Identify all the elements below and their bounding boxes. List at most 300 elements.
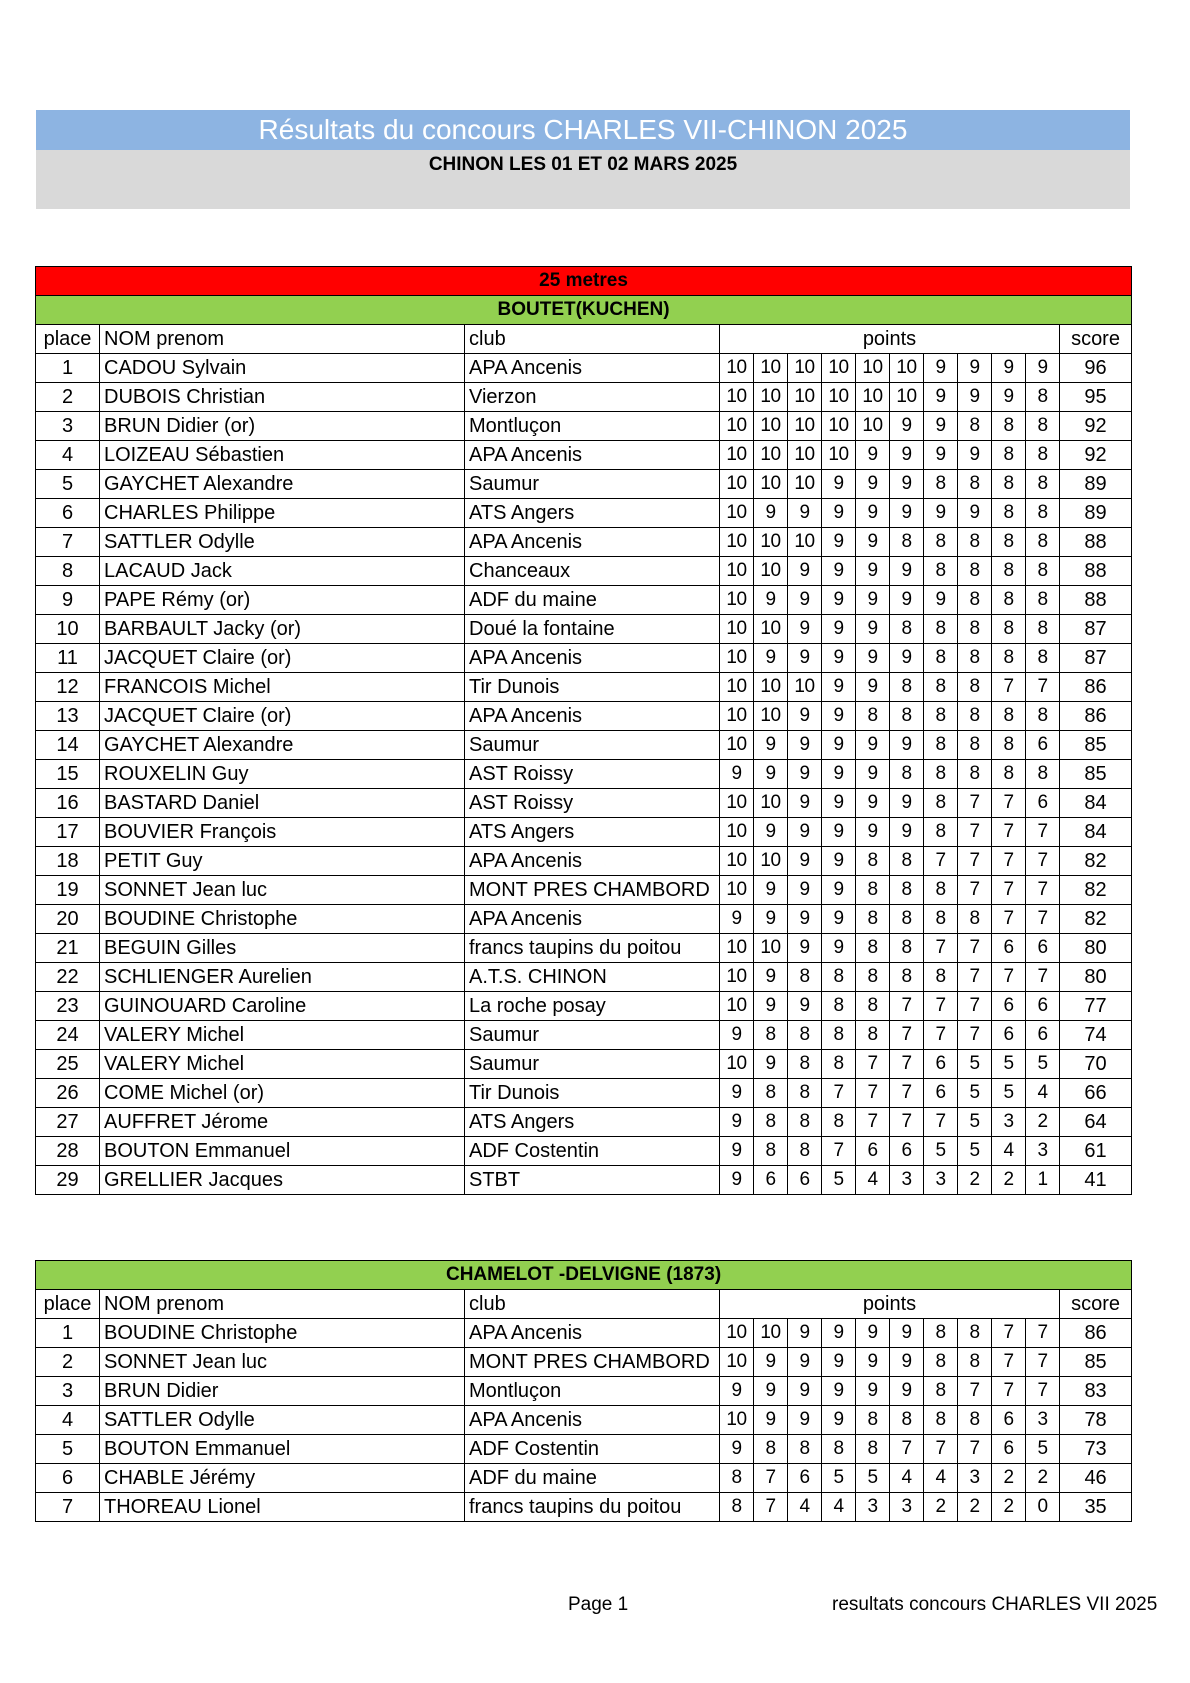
point-cell: 6 <box>992 992 1026 1021</box>
point-cell: 5 <box>958 1137 992 1166</box>
point-cell: 9 <box>720 1435 754 1464</box>
point-cell: 6 <box>754 1166 788 1195</box>
club-cell: Montluçon <box>465 412 720 441</box>
name-cell: BOUDINE Christophe <box>100 1319 465 1348</box>
table-row <box>36 615 1132 644</box>
point-cell: 7 <box>856 1108 890 1137</box>
point-cell: 2 <box>992 1493 1026 1522</box>
club-cell: MONT PRES CHAMBORD <box>465 1348 720 1377</box>
point-cell: 7 <box>958 992 992 1021</box>
point-cell: 9 <box>856 818 890 847</box>
point-cell: 9 <box>822 934 856 963</box>
point-cell: 9 <box>754 760 788 789</box>
point-cell: 10 <box>720 412 754 441</box>
point-cell: 10 <box>720 818 754 847</box>
point-cell: 10 <box>720 876 754 905</box>
point-cell: 8 <box>992 557 1026 586</box>
point-cell: 9 <box>822 1406 856 1435</box>
point-cell: 5 <box>992 1050 1026 1079</box>
point-cell: 7 <box>958 1377 992 1406</box>
event-dates: CHINON LES 01 ET 02 MARS 2025 <box>36 150 1130 209</box>
point-cell: 9 <box>720 1377 754 1406</box>
point-cell: 6 <box>890 1137 924 1166</box>
point-cell: 10 <box>720 383 754 412</box>
page-title: Résultats du concours CHARLES VII-CHINON 2025 <box>36 110 1130 150</box>
table-row <box>36 1021 1132 1050</box>
point-cell: 7 <box>856 1079 890 1108</box>
point-cell: 7 <box>754 1493 788 1522</box>
table-row <box>36 528 1132 557</box>
point-cell: 5 <box>958 1050 992 1079</box>
point-cell: 6 <box>1026 789 1060 818</box>
club-cell: ATS Angers <box>465 1108 720 1137</box>
point-cell: 8 <box>890 673 924 702</box>
point-cell: 9 <box>890 1377 924 1406</box>
score-cell: 86 <box>1060 1319 1132 1348</box>
point-cell: 9 <box>856 499 890 528</box>
score-cell: 46 <box>1060 1464 1132 1493</box>
point-cell: 9 <box>856 644 890 673</box>
point-cell: 10 <box>822 412 856 441</box>
point-cell: 8 <box>822 1108 856 1137</box>
point-cell: 10 <box>890 383 924 412</box>
point-cell: 9 <box>856 789 890 818</box>
club-cell: AST Roissy <box>465 789 720 818</box>
point-cell: 9 <box>856 557 890 586</box>
score-cell: 82 <box>1060 876 1132 905</box>
point-cell: 9 <box>822 528 856 557</box>
table-row <box>36 789 1132 818</box>
point-cell: 5 <box>856 1464 890 1493</box>
point-cell: 8 <box>992 760 1026 789</box>
club-cell: Vierzon <box>465 383 720 412</box>
score-cell: 61 <box>1060 1137 1132 1166</box>
point-cell: 8 <box>1026 412 1060 441</box>
club-cell: ADF du maine <box>465 1464 720 1493</box>
point-cell: 8 <box>754 1435 788 1464</box>
point-cell: 9 <box>720 1079 754 1108</box>
table-row <box>36 499 1132 528</box>
point-cell: 9 <box>788 1348 822 1377</box>
table-row <box>36 731 1132 760</box>
score-cell: 70 <box>1060 1050 1132 1079</box>
place-cell: 6 <box>36 1464 100 1493</box>
results-table-chamelot-delvigne <box>35 1260 1132 1522</box>
point-cell: 8 <box>1026 383 1060 412</box>
point-cell: 2 <box>958 1166 992 1195</box>
point-cell: 9 <box>822 876 856 905</box>
table-row <box>36 847 1132 876</box>
point-cell: 9 <box>856 1377 890 1406</box>
table-row <box>36 586 1132 615</box>
table-row <box>36 557 1132 586</box>
name-cell: VALERY Michel <box>100 1021 465 1050</box>
point-cell: 7 <box>958 934 992 963</box>
point-cell: 9 <box>890 586 924 615</box>
point-cell: 9 <box>788 789 822 818</box>
point-cell: 6 <box>1026 992 1060 1021</box>
point-cell: 7 <box>992 963 1026 992</box>
point-cell: 7 <box>890 992 924 1021</box>
point-cell: 8 <box>754 1021 788 1050</box>
club-cell: francs taupins du poitou <box>465 934 720 963</box>
point-cell: 4 <box>856 1166 890 1195</box>
score-cell: 84 <box>1060 818 1132 847</box>
point-cell: 9 <box>890 818 924 847</box>
table-row <box>36 1319 1132 1348</box>
point-cell: 7 <box>958 789 992 818</box>
point-cell: 7 <box>992 789 1026 818</box>
point-cell: 2 <box>1026 1108 1060 1137</box>
table-row <box>36 1464 1132 1493</box>
point-cell: 8 <box>992 528 1026 557</box>
point-cell: 9 <box>788 644 822 673</box>
name-cell: BEGUIN Gilles <box>100 934 465 963</box>
place-cell: 24 <box>36 1021 100 1050</box>
point-cell: 8 <box>788 1435 822 1464</box>
point-cell: 9 <box>890 1348 924 1377</box>
point-cell: 2 <box>958 1493 992 1522</box>
header-points: points <box>720 1290 1060 1319</box>
place-cell: 8 <box>36 557 100 586</box>
name-cell: COME Michel (or) <box>100 1079 465 1108</box>
point-cell: 9 <box>924 354 958 383</box>
point-cell: 8 <box>958 673 992 702</box>
point-cell: 9 <box>788 499 822 528</box>
point-cell: 10 <box>720 963 754 992</box>
score-cell: 83 <box>1060 1377 1132 1406</box>
club-cell: Saumur <box>465 1021 720 1050</box>
point-cell: 8 <box>890 963 924 992</box>
table-row <box>36 818 1132 847</box>
point-cell: 8 <box>958 412 992 441</box>
point-cell: 7 <box>1026 963 1060 992</box>
point-cell: 8 <box>958 760 992 789</box>
club-cell: APA Ancenis <box>465 354 720 383</box>
point-cell: 7 <box>924 1021 958 1050</box>
point-cell: 8 <box>754 1108 788 1137</box>
header-place: place <box>36 1290 100 1319</box>
point-cell: 8 <box>924 876 958 905</box>
club-cell: AST Roissy <box>465 760 720 789</box>
point-cell: 8 <box>856 1021 890 1050</box>
point-cell: 10 <box>856 383 890 412</box>
point-cell: 9 <box>822 847 856 876</box>
point-cell: 3 <box>890 1166 924 1195</box>
point-cell: 8 <box>1026 470 1060 499</box>
point-cell: 8 <box>1026 615 1060 644</box>
club-cell: Tir Dunois <box>465 1079 720 1108</box>
point-cell: 10 <box>720 934 754 963</box>
point-cell: 7 <box>856 1050 890 1079</box>
point-cell: 3 <box>890 1493 924 1522</box>
point-cell: 10 <box>720 992 754 1021</box>
point-cell: 8 <box>924 1377 958 1406</box>
point-cell: 8 <box>924 702 958 731</box>
point-cell: 10 <box>856 412 890 441</box>
place-cell: 16 <box>36 789 100 818</box>
club-cell: francs taupins du poitou <box>465 1493 720 1522</box>
point-cell: 4 <box>788 1493 822 1522</box>
point-cell: 7 <box>1026 1319 1060 1348</box>
point-cell: 5 <box>1026 1050 1060 1079</box>
point-cell: 5 <box>924 1137 958 1166</box>
distance-label: 25 metres <box>36 267 1132 296</box>
point-cell: 6 <box>1026 1021 1060 1050</box>
point-cell: 9 <box>822 789 856 818</box>
point-cell: 8 <box>992 441 1026 470</box>
point-cell: 2 <box>992 1166 1026 1195</box>
point-cell: 10 <box>788 441 822 470</box>
point-cell: 7 <box>924 992 958 1021</box>
point-cell: 8 <box>856 992 890 1021</box>
point-cell: 8 <box>788 1050 822 1079</box>
table-row <box>36 1166 1132 1195</box>
point-cell: 10 <box>720 586 754 615</box>
category-band <box>36 1261 1132 1290</box>
point-cell: 8 <box>1026 586 1060 615</box>
point-cell: 9 <box>754 818 788 847</box>
table-row <box>36 1406 1132 1435</box>
point-cell: 9 <box>924 586 958 615</box>
club-cell: A.T.S. CHINON <box>465 963 720 992</box>
place-cell: 11 <box>36 644 100 673</box>
point-cell: 6 <box>992 934 1026 963</box>
club-cell: ATS Angers <box>465 499 720 528</box>
point-cell: 3 <box>1026 1406 1060 1435</box>
category-band <box>36 296 1132 325</box>
place-cell: 6 <box>36 499 100 528</box>
point-cell: 10 <box>720 441 754 470</box>
score-cell: 80 <box>1060 963 1132 992</box>
point-cell: 9 <box>788 731 822 760</box>
score-cell: 87 <box>1060 644 1132 673</box>
point-cell: 9 <box>924 499 958 528</box>
point-cell: 10 <box>720 1406 754 1435</box>
point-cell: 8 <box>924 528 958 557</box>
point-cell: 6 <box>788 1166 822 1195</box>
point-cell: 9 <box>822 673 856 702</box>
point-cell: 10 <box>754 470 788 499</box>
point-cell: 8 <box>822 1021 856 1050</box>
point-cell: 8 <box>958 615 992 644</box>
point-cell: 8 <box>958 905 992 934</box>
score-cell: 88 <box>1060 586 1132 615</box>
point-cell: 9 <box>788 847 822 876</box>
club-cell: STBT <box>465 1166 720 1195</box>
point-cell: 9 <box>788 702 822 731</box>
point-cell: 8 <box>992 412 1026 441</box>
club-cell: Tir Dunois <box>465 673 720 702</box>
point-cell: 7 <box>958 847 992 876</box>
point-cell: 8 <box>992 499 1026 528</box>
point-cell: 10 <box>754 673 788 702</box>
point-cell: 8 <box>856 876 890 905</box>
place-cell: 29 <box>36 1166 100 1195</box>
point-cell: 10 <box>720 557 754 586</box>
point-cell: 4 <box>1026 1079 1060 1108</box>
name-cell: GAYCHET Alexandre <box>100 731 465 760</box>
point-cell: 8 <box>856 702 890 731</box>
point-cell: 8 <box>788 1137 822 1166</box>
point-cell: 7 <box>1026 847 1060 876</box>
point-cell: 4 <box>924 1464 958 1493</box>
table-row <box>36 992 1132 1021</box>
point-cell: 7 <box>822 1137 856 1166</box>
point-cell: 10 <box>754 557 788 586</box>
point-cell: 10 <box>720 702 754 731</box>
name-cell: BRUN Didier (or) <box>100 412 465 441</box>
point-cell: 9 <box>754 1377 788 1406</box>
point-cell: 9 <box>822 818 856 847</box>
point-cell: 9 <box>1026 354 1060 383</box>
point-cell: 9 <box>890 441 924 470</box>
place-cell: 3 <box>36 412 100 441</box>
point-cell: 10 <box>788 673 822 702</box>
point-cell: 8 <box>992 615 1026 644</box>
point-cell: 7 <box>992 905 1026 934</box>
name-cell: BASTARD Daniel <box>100 789 465 818</box>
name-cell: BOUTON Emmanuel <box>100 1435 465 1464</box>
club-cell: Saumur <box>465 470 720 499</box>
point-cell: 8 <box>720 1464 754 1493</box>
point-cell: 9 <box>720 1021 754 1050</box>
point-cell: 9 <box>822 1319 856 1348</box>
point-cell: 6 <box>1026 934 1060 963</box>
table-header <box>36 1290 1132 1319</box>
place-cell: 13 <box>36 702 100 731</box>
point-cell: 10 <box>754 847 788 876</box>
point-cell: 8 <box>992 731 1026 760</box>
point-cell: 10 <box>720 1050 754 1079</box>
point-cell: 9 <box>890 499 924 528</box>
table-row <box>36 412 1132 441</box>
place-cell: 9 <box>36 586 100 615</box>
point-cell: 10 <box>754 441 788 470</box>
point-cell: 8 <box>1026 760 1060 789</box>
point-cell: 8 <box>890 934 924 963</box>
table-row <box>36 1493 1132 1522</box>
point-cell: 8 <box>890 1406 924 1435</box>
point-cell: 8 <box>890 905 924 934</box>
point-cell: 10 <box>754 528 788 557</box>
score-cell: 74 <box>1060 1021 1132 1050</box>
point-cell: 9 <box>788 905 822 934</box>
place-cell: 23 <box>36 992 100 1021</box>
point-cell: 8 <box>822 963 856 992</box>
header-place: place <box>36 325 100 354</box>
score-cell: 88 <box>1060 528 1132 557</box>
place-cell: 18 <box>36 847 100 876</box>
point-cell: 9 <box>958 354 992 383</box>
header-name: NOM prenom <box>100 325 465 354</box>
club-cell: MONT PRES CHAMBORD <box>465 876 720 905</box>
point-cell: 8 <box>924 1319 958 1348</box>
point-cell: 8 <box>958 557 992 586</box>
club-cell: ADF Costentin <box>465 1435 720 1464</box>
name-cell: JACQUET Claire (or) <box>100 702 465 731</box>
point-cell: 9 <box>890 470 924 499</box>
club-cell: APA Ancenis <box>465 847 720 876</box>
point-cell: 7 <box>992 1377 1026 1406</box>
club-cell: ADF Costentin <box>465 1137 720 1166</box>
point-cell: 9 <box>890 1319 924 1348</box>
point-cell: 6 <box>992 1435 1026 1464</box>
point-cell: 8 <box>890 847 924 876</box>
place-cell: 10 <box>36 615 100 644</box>
point-cell: 8 <box>788 1108 822 1137</box>
point-cell: 10 <box>720 644 754 673</box>
name-cell: SONNET Jean luc <box>100 1348 465 1377</box>
point-cell: 7 <box>992 847 1026 876</box>
point-cell: 7 <box>992 818 1026 847</box>
header-points: points <box>720 325 1060 354</box>
point-cell: 8 <box>856 963 890 992</box>
point-cell: 7 <box>924 934 958 963</box>
score-cell: 64 <box>1060 1108 1132 1137</box>
score-cell: 86 <box>1060 673 1132 702</box>
place-cell: 1 <box>36 354 100 383</box>
header-club: club <box>465 325 720 354</box>
point-cell: 8 <box>958 470 992 499</box>
point-cell: 0 <box>1026 1493 1060 1522</box>
point-cell: 9 <box>822 644 856 673</box>
point-cell: 8 <box>856 934 890 963</box>
table-row <box>36 1108 1132 1137</box>
score-cell: 84 <box>1060 789 1132 818</box>
distance-band <box>36 267 1132 296</box>
point-cell: 10 <box>754 412 788 441</box>
header-name: NOM prenom <box>100 1290 465 1319</box>
point-cell: 3 <box>856 1493 890 1522</box>
point-cell: 7 <box>992 876 1026 905</box>
point-cell: 9 <box>754 644 788 673</box>
club-cell: APA Ancenis <box>465 644 720 673</box>
point-cell: 7 <box>992 673 1026 702</box>
point-cell: 9 <box>788 818 822 847</box>
point-cell: 7 <box>890 1435 924 1464</box>
table-row <box>36 441 1132 470</box>
point-cell: 8 <box>992 470 1026 499</box>
point-cell: 8 <box>924 731 958 760</box>
point-cell: 9 <box>720 1108 754 1137</box>
name-cell: PETIT Guy <box>100 847 465 876</box>
point-cell: 3 <box>958 1464 992 1493</box>
point-cell: 8 <box>958 1319 992 1348</box>
point-cell: 8 <box>788 963 822 992</box>
point-cell: 10 <box>720 731 754 760</box>
point-cell: 10 <box>720 499 754 528</box>
place-cell: 14 <box>36 731 100 760</box>
point-cell: 8 <box>924 557 958 586</box>
point-cell: 10 <box>788 528 822 557</box>
table-row <box>36 354 1132 383</box>
point-cell: 10 <box>754 1319 788 1348</box>
point-cell: 8 <box>924 673 958 702</box>
point-cell: 9 <box>822 586 856 615</box>
point-cell: 9 <box>788 1319 822 1348</box>
place-cell: 22 <box>36 963 100 992</box>
results-table-boutet <box>35 266 1132 1195</box>
table-row <box>36 1050 1132 1079</box>
name-cell: SONNET Jean luc <box>100 876 465 905</box>
point-cell: 9 <box>754 499 788 528</box>
point-cell: 8 <box>958 644 992 673</box>
point-cell: 8 <box>958 702 992 731</box>
point-cell: 9 <box>924 412 958 441</box>
point-cell: 8 <box>958 586 992 615</box>
point-cell: 6 <box>924 1079 958 1108</box>
